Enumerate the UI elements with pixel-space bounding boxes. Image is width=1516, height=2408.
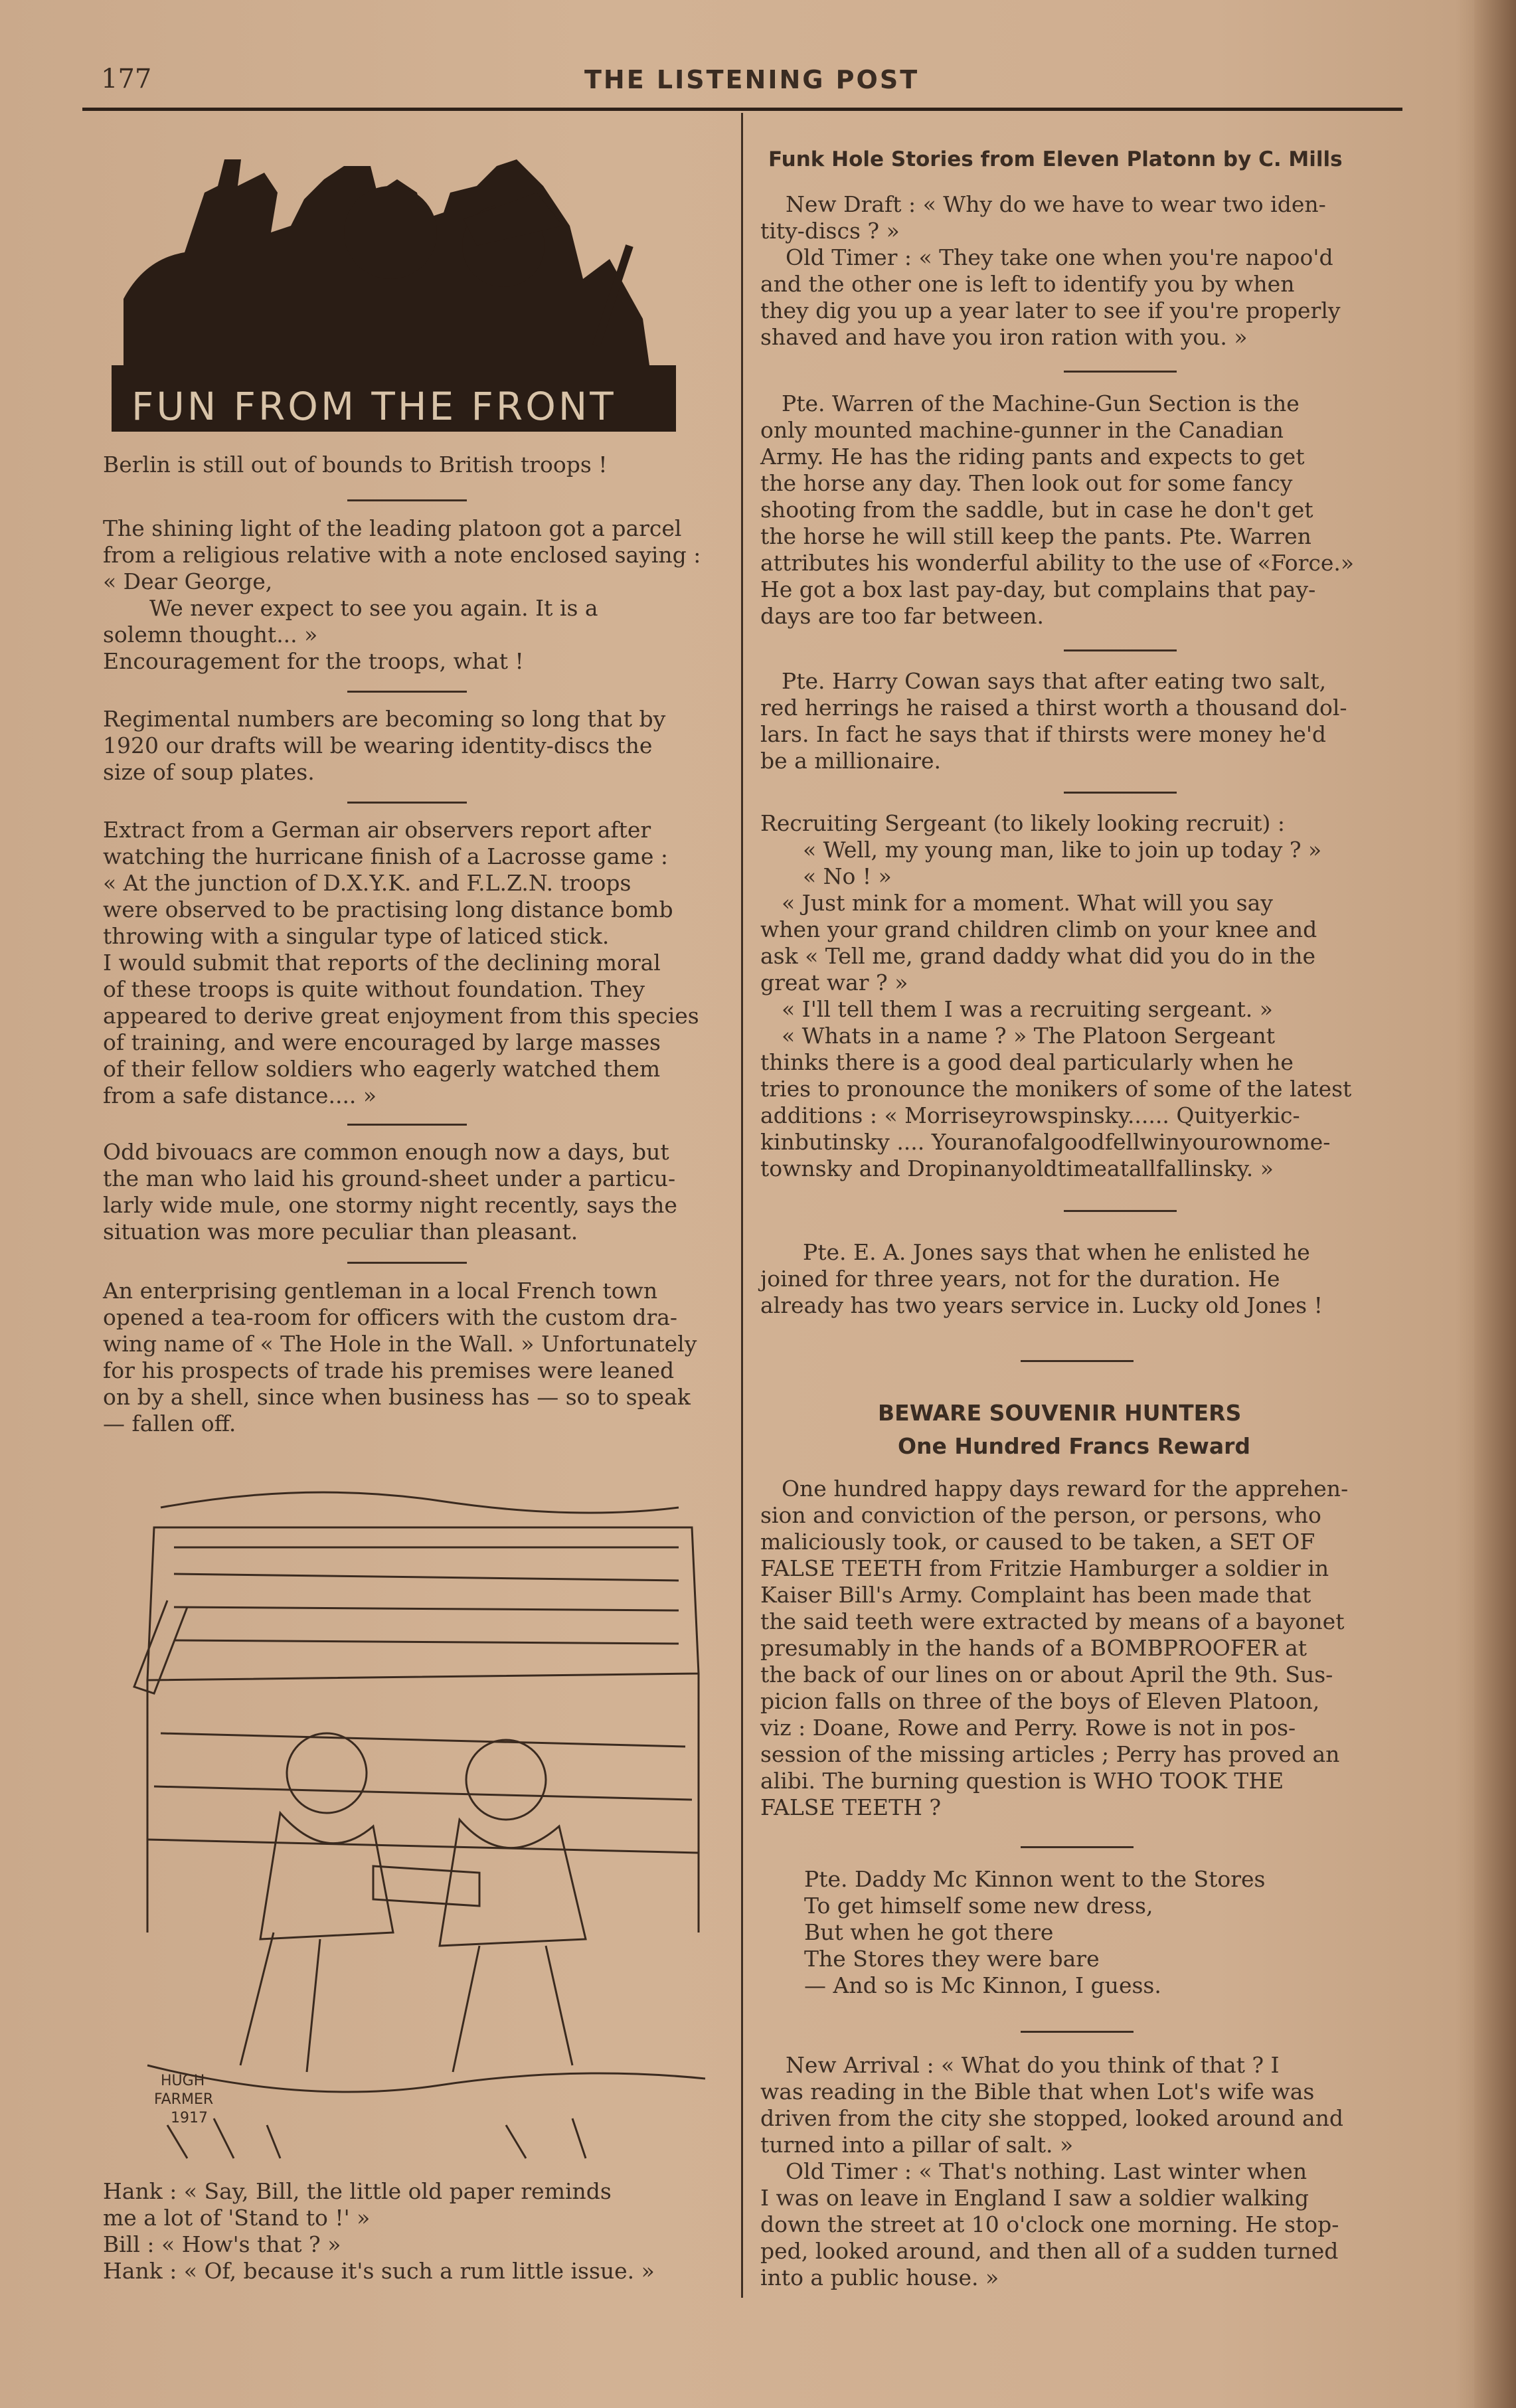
text-line: New Draft : « Why do we have to wear two iden- bbox=[786, 191, 1326, 217]
text-line: size of soup plates. bbox=[103, 759, 315, 785]
text-line: solemn thought... » bbox=[103, 622, 318, 647]
text-line: townsky and Dropinanyoldtimeatallfallinsky. » bbox=[760, 1156, 1274, 1181]
text-line: — And so is Mc Kinnon, I guess. bbox=[804, 1972, 1161, 1998]
text-line: session of the missing articles ; Perry has proved an bbox=[760, 1741, 1340, 1767]
text-line: I would submit that reports of the declining moral bbox=[103, 950, 661, 976]
text-line: lars. In fact he says that if thirsts were money he'd bbox=[760, 721, 1327, 747]
text-line: sion and conviction of the person, or persons, who bbox=[760, 1502, 1321, 1528]
text-line: was reading in the Bible that when Lot's wife was bbox=[760, 2079, 1315, 2105]
text-line: maliciously took, or caused to be taken, a SET OF bbox=[760, 1529, 1315, 1555]
separator bbox=[1064, 649, 1177, 651]
text-line: One hundred happy days reward for the apprehen- bbox=[782, 1476, 1349, 1502]
warren-paragraph bbox=[760, 390, 1401, 630]
text-line: were observed to be practising long distance bomb bbox=[103, 897, 673, 922]
souvenir-subheading: One Hundred Francs Reward bbox=[898, 1433, 1251, 1459]
text-line: Pte. Daddy Mc Kinnon went to the Stores bbox=[804, 1866, 1266, 1892]
cartoon-signature-line-1: HUGH bbox=[161, 2073, 205, 2089]
text-line: Hank : « Say, Bill, the little old paper reminds bbox=[103, 2178, 612, 2204]
text-line: « I'll tell them I was a recruiting sergeant. » bbox=[782, 996, 1273, 1022]
separator bbox=[1021, 1846, 1134, 1848]
text-line: But when he got there bbox=[804, 1919, 1054, 1945]
fun-from-the-front-banner bbox=[105, 146, 693, 438]
text-line: the horse he will still keep the pants. Pte. Warren bbox=[760, 523, 1311, 549]
text-line: FALSE TEETH from Fritzie Hamburger a soldier in bbox=[760, 1555, 1329, 1581]
text-line: larly wide mule, one stormy night recently, says the bbox=[103, 1192, 677, 1218]
text-line: I was on leave in England I saw a soldier walking bbox=[760, 2185, 1309, 2211]
text-line: Odd bivouacs are common enough now a days, but bbox=[103, 1139, 669, 1165]
text-line: days are too far between. bbox=[760, 603, 1044, 629]
text-line: alibi. The burning question is WHO TOOK THE bbox=[760, 1768, 1284, 1794]
text-line: presumably in the hands of a BOMBPROOFER at bbox=[760, 1635, 1307, 1661]
lots-wife-paragraph bbox=[760, 2052, 1401, 2291]
text-line: watching the hurricane finish of a Lacrosse game : bbox=[103, 843, 668, 869]
text-line: tries to pronounce the monikers of some of the latest bbox=[760, 1076, 1352, 1102]
text-line: kinbutinsky .... Youranofalgoodfellwinyourownome- bbox=[760, 1129, 1331, 1155]
page-edge bbox=[1474, 0, 1516, 2408]
text-line: wing name of « The Hole in the Wall. » Unfortunately bbox=[103, 1331, 697, 1357]
text-line: additions : « Morriseyrowspinsky...... Quityerkic- bbox=[760, 1102, 1300, 1128]
text-line: Kaiser Bill's Army. Complaint has been made that bbox=[760, 1582, 1311, 1608]
bivouacs-paragraph bbox=[103, 1139, 724, 1245]
text-line: for his prospects of trade his premises were leaned bbox=[103, 1357, 675, 1383]
text-line: Pte. Harry Cowan says that after eating two salt, bbox=[782, 668, 1327, 694]
text-line: great war ? » bbox=[760, 970, 908, 995]
trench-cartoon bbox=[108, 1468, 728, 2172]
text-line: already has two years service in. Lucky old Jones ! bbox=[760, 1292, 1323, 1318]
mckinnon-poem bbox=[804, 1866, 1402, 1999]
text-line: Army. He has the riding pants and expects to get bbox=[760, 444, 1305, 470]
text-line: Hank : « Of, because it's such a rum little issue. » bbox=[103, 2258, 655, 2284]
text-line: Pte. E. A. Jones says that when he enlisted he bbox=[803, 1239, 1310, 1265]
text-line: « Dear George, bbox=[103, 568, 273, 594]
text-line: and the other one is left to identify you by when bbox=[760, 271, 1295, 297]
text-line: ask « Tell me, grand daddy what did you do in the bbox=[760, 943, 1316, 969]
text-line: of their fellow soldiers who eagerly watched them bbox=[103, 1056, 661, 1082]
text-line: picion falls on three of the boys of Eleven Platoon, bbox=[760, 1688, 1320, 1714]
shining-light-paragraph bbox=[103, 515, 724, 675]
separator bbox=[1064, 1210, 1177, 1212]
banner-caption: FUN FROM THE FRONT bbox=[131, 384, 616, 429]
text-line: from a religious relative with a note enclosed saying : bbox=[103, 542, 701, 568]
text-line: FALSE TEETH ? bbox=[760, 1794, 942, 1820]
new-draft-paragraph bbox=[760, 191, 1401, 351]
text-line: Bill : « How's that ? » bbox=[103, 2231, 341, 2257]
text-line: New Arrival : « What do you think of that ? I bbox=[786, 2052, 1280, 2078]
text-line: the said teeth were extracted by means of a bayonet bbox=[760, 1608, 1345, 1634]
text-line: joined for three years, not for the duration. He bbox=[760, 1266, 1280, 1292]
text-line: of these troops is quite without foundation. They bbox=[103, 976, 645, 1002]
separator bbox=[347, 691, 467, 693]
text-line: viz : Doane, Rowe and Perry. Rowe is not in pos- bbox=[760, 1715, 1296, 1741]
text-line: be a millionaire. bbox=[760, 748, 941, 774]
separator bbox=[347, 499, 467, 501]
separator bbox=[347, 802, 467, 804]
text-line: shooting from the saddle, but in case he don't get bbox=[760, 497, 1313, 523]
text-line: The Stores they were bare bbox=[804, 1946, 1100, 1972]
text-line: driven from the city she stopped, looked around and bbox=[760, 2105, 1344, 2131]
hank-bill-caption bbox=[103, 2178, 724, 2284]
text-line: Regimental numbers are becoming so long that by bbox=[103, 706, 666, 732]
text-line: To get himself some new dress, bbox=[804, 1893, 1153, 1919]
separator bbox=[1021, 2031, 1134, 2033]
text-line: An enterprising gentleman in a local French town bbox=[103, 1278, 658, 1304]
regimental-numbers-paragraph bbox=[103, 706, 724, 786]
text-line: me a lot of 'Stand to !' » bbox=[103, 2205, 371, 2231]
cartoon-signature-line-3: 1917 bbox=[171, 2110, 208, 2126]
text-line: situation was more peculiar than pleasant. bbox=[103, 1219, 578, 1245]
berlin-paragraph bbox=[103, 452, 724, 478]
separator bbox=[1064, 792, 1177, 794]
text-line: turned into a pillar of salt. » bbox=[760, 2132, 1074, 2158]
page-number: 177 bbox=[101, 64, 152, 94]
text-line: « Well, my young man, like to join up today ? » bbox=[803, 837, 1322, 863]
header-rule bbox=[82, 108, 1402, 111]
text-line: the back of our lines on or about April the 9th. Sus- bbox=[760, 1662, 1333, 1687]
text-line: We never expect to see you again. It is a bbox=[149, 595, 598, 621]
tea-room-paragraph bbox=[103, 1278, 724, 1437]
text-line: Recruiting Sergeant (to likely looking recruit) : bbox=[760, 810, 1286, 836]
text-line: down the street at 10 o'clock one morning. He stop- bbox=[760, 2211, 1339, 2237]
text-line: tity-discs ? » bbox=[760, 218, 900, 244]
german-observer-paragraph bbox=[103, 817, 724, 1109]
recruiting-sergeant-paragraph bbox=[760, 810, 1401, 1182]
text-line: on by a shell, since when business has — so to speak bbox=[103, 1384, 691, 1410]
text-line: shaved and have you iron ration with you. » bbox=[760, 324, 1248, 350]
text-line: thinks there is a good deal particularly when he bbox=[760, 1049, 1294, 1075]
text-line: « Whats in a name ? » The Platoon Sergeant bbox=[782, 1023, 1275, 1049]
running-head: THE LISTENING POST bbox=[584, 65, 920, 94]
cartoon-signature-line-2: FARMER bbox=[154, 2091, 214, 2108]
text-line: He got a box last pay-day, but complains that pay- bbox=[760, 576, 1316, 602]
text-line: 1920 our drafts will be wearing identity-discs the bbox=[103, 732, 653, 758]
text-line: of training, and were encouraged by large masses bbox=[103, 1029, 661, 1055]
text-line: into a public house. » bbox=[760, 2265, 999, 2290]
cowan-paragraph bbox=[760, 668, 1401, 774]
separator bbox=[347, 1124, 467, 1126]
souvenir-heading: BEWARE SOUVENIR HUNTERS bbox=[878, 1400, 1242, 1426]
text-line: attributes his wonderful ability to the use of «Force.» bbox=[760, 550, 1355, 576]
text-line: red herrings he raised a thirst worth a thousand dol- bbox=[760, 695, 1347, 721]
separator bbox=[347, 1262, 467, 1264]
text-line: « Just mink for a moment. What will you say bbox=[782, 890, 1273, 916]
text-line: The shining light of the leading platoon got a parcel bbox=[103, 515, 682, 541]
text-line: the horse any day. Then look out for some fancy bbox=[760, 470, 1293, 496]
separator bbox=[1064, 371, 1177, 373]
text-line: Pte. Warren of the Machine-Gun Section is the bbox=[782, 390, 1300, 416]
text-line: throwing with a singular type of laticed stick. bbox=[103, 923, 610, 949]
text-line: Old Timer : « That's nothing. Last winter when bbox=[786, 2158, 1307, 2184]
column-divider bbox=[741, 113, 743, 2298]
jones-paragraph bbox=[760, 1239, 1401, 1319]
text-line: opened a tea-room for officers with the custom dra- bbox=[103, 1304, 678, 1330]
funk-hole-heading: Funk Hole Stories from Eleven Platonn by C. Mills bbox=[768, 147, 1343, 171]
text-line: « At the junction of D.X.Y.K. and F.L.Z.N. troops bbox=[103, 870, 632, 896]
text-line: the man who laid his ground-sheet under a particu- bbox=[103, 1165, 676, 1191]
text-line: when your grand children climb on your knee and bbox=[760, 916, 1317, 942]
text-line: ped, looked around, and then all of a sudden turned bbox=[760, 2238, 1339, 2264]
text-line: only mounted machine-gunner in the Canadian bbox=[760, 417, 1284, 443]
text-line: Extract from a German air observers report after bbox=[103, 817, 651, 843]
separator bbox=[1021, 1360, 1134, 1362]
text-line: they dig you up a year later to see if you're properly bbox=[760, 298, 1341, 323]
souvenir-paragraph bbox=[760, 1476, 1401, 1821]
text-line: appeared to derive great enjoyment from this species bbox=[103, 1003, 699, 1029]
text-line: — fallen off. bbox=[103, 1411, 236, 1436]
text-line: « No ! » bbox=[803, 863, 892, 889]
text-line: Old Timer : « They take one when you're napoo'd bbox=[786, 244, 1333, 270]
text-line: from a safe distance.... » bbox=[103, 1082, 377, 1108]
text-line: Encouragement for the troops, what ! bbox=[103, 648, 524, 674]
text-line: Berlin is still out of bounds to British troops ! bbox=[103, 452, 608, 477]
